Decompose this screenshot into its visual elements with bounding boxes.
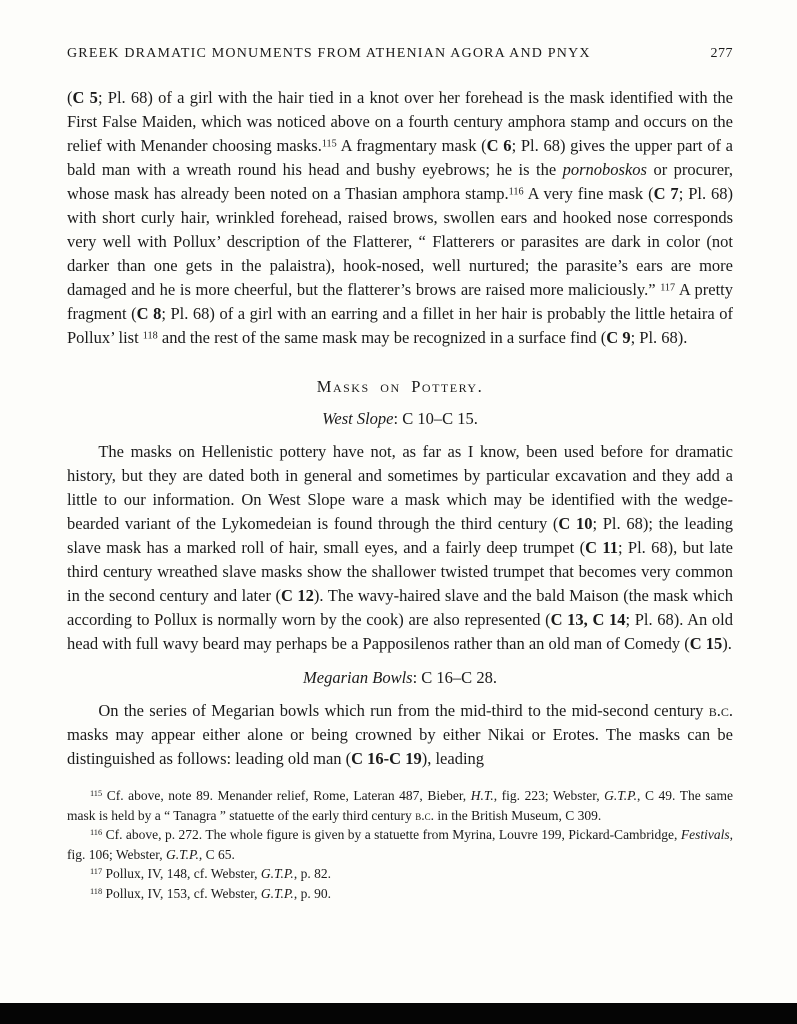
text-run: H.T. — [470, 788, 494, 803]
text-run: pornoboskos — [562, 160, 647, 179]
text-run: , p. 90. — [293, 885, 331, 901]
text-run: ). — [722, 634, 732, 653]
text-run: C 6 — [486, 136, 512, 155]
text-run: ( — [67, 88, 73, 107]
text-run: , fig. 106; Webster, — [67, 827, 733, 862]
text-run: Pollux, IV, 148, cf. Webster, — [102, 866, 261, 881]
text-run: A fragmentary mask ( — [336, 136, 487, 155]
subheading-megarian-bowls — [67, 668, 733, 688]
footnote-reference: 117 — [660, 282, 676, 294]
text-run: : C 10–C 15. — [393, 409, 478, 428]
text-run: , C 65. — [198, 846, 235, 862]
text-run: , p. 82. — [293, 866, 331, 881]
text-run: C 10 — [558, 514, 593, 533]
section-heading-masks-on-pottery: Masks on Pottery. — [316, 377, 484, 396]
footnote-115 — [67, 786, 733, 825]
text-run: b.c. — [708, 701, 733, 720]
text-run: The masks on Hellenistic pottery have not, as far as I know, been used before for dramatic history, but they are dated both in general and sometimes by particular excavation and they add a little to our information. On West Slope ware a mask which may be identified with the wedge-bearded variant of the Lykomedeian is found through the third century ( — [67, 442, 733, 533]
text-run: ; Pl. 68) of a girl with the hair tied in a knot over her forehead is the mask identified with the First False Maiden, which was noticed above on a fourth century amphora stamp and occurs on the relief with Menander choosing masks. — [67, 88, 733, 155]
text-run: ; Pl. 68) gives the upper part of a bald man with a wreath round his head and bushy eyebrows; he is the — [67, 136, 733, 179]
text-run: ; Pl. 68). — [630, 328, 688, 347]
text-run: Cf. above, note 89. Menander relief, Rome, Lateran 487, Bieber, — [102, 788, 471, 803]
text-run: C 7 — [653, 184, 679, 203]
text-run: C 15 — [689, 634, 723, 653]
text-run: : C 16–C 28. — [412, 668, 497, 687]
text-run: Cf. above, p. 272. The whole figure is given by a statuette from Myrina, Louvre 199, Pickard-Cambridge, — [102, 827, 681, 842]
footnote-reference: 115 — [89, 789, 103, 799]
text-run: Megarian Bowls — [303, 668, 413, 687]
paragraph-west-slope-ware — [67, 440, 733, 656]
page-header — [67, 46, 733, 62]
text-run: , fig. 223; Webster, — [493, 788, 605, 803]
text-run: Pollux, IV, 153, cf. Webster, — [102, 885, 261, 901]
text-run: and the rest of the same mask may be recognized in a surface find ( — [157, 328, 607, 347]
footnote-118 — [67, 884, 733, 904]
text-run: , C 49. The same mask is held by a “ Tanagra ” statuette of the early third century — [67, 788, 733, 823]
page-bottom-scan-edge — [0, 1003, 797, 1024]
text-run: C 16-C 19 — [351, 749, 422, 768]
footnote-reference: 116 — [89, 828, 103, 838]
paragraph-megarian-bowls — [67, 699, 733, 771]
text-run: C 13, C 14 — [550, 610, 626, 629]
text-run: or procurer, whose mask has already been noted on a Thasian amphora stamp. — [67, 160, 733, 203]
text-run: ; Pl. 68); the leading slave mask has a marked roll of hair, small eyes, and a fairly deep trumpet ( — [67, 514, 733, 557]
text-run: masks may appear either alone or being crowned by either Nikai or Erotes. The masks can be distinguished as follows: leading old man ( — [67, 725, 733, 768]
footnote-reference: 118 — [142, 330, 158, 342]
footnote-reference: 118 — [89, 886, 103, 896]
text-run: C 8 — [136, 304, 162, 323]
text-run: in the British Museum, C 309. — [433, 807, 602, 823]
text-run: On the series of Megarian bowls which run from the mid-third to the mid-second century — [98, 701, 709, 720]
text-run: A very fine mask ( — [523, 184, 654, 203]
text-run: G.T.P. — [260, 866, 294, 881]
text-run: G.T.P. — [165, 846, 199, 862]
text-run: C 12 — [280, 586, 314, 605]
text-run: G.T.P. — [604, 788, 638, 803]
text-run: West Slope — [322, 409, 394, 428]
footnotes-section — [67, 786, 733, 903]
footnote-reference: 116 — [508, 186, 524, 198]
text-run: A pretty fragment ( — [67, 280, 733, 323]
text-run: Festivals — [680, 827, 730, 842]
footnote-116 — [67, 825, 733, 864]
subheading-west-slope — [67, 409, 733, 429]
paragraph-masks-c5-c9 — [67, 86, 733, 350]
footnote-reference: 117 — [89, 867, 103, 877]
text-run: b.c. — [415, 807, 434, 823]
text-run: G.T.P. — [260, 885, 294, 901]
running-head-title: GREEK DRAMATIC MONUMENTS FROM ATHENIAN AGORA AND PNYX — [67, 46, 591, 61]
footnote-reference: 115 — [321, 138, 337, 150]
page-body — [67, 86, 733, 903]
text-run: C 9 — [606, 328, 631, 347]
text-run: ; Pl. 68), but late third century wreathed slave masks show the shallower twisted trumpet that becomes very common in the second century and later ( — [67, 538, 733, 605]
text-run: ; Pl. 68). An old head with full wavy beard may perhaps be a Papposilenos rather than an old man of Comedy ( — [67, 610, 733, 653]
footnote-117 — [67, 864, 733, 884]
text-run: ), leading — [421, 749, 485, 768]
text-run: C 5 — [72, 88, 98, 107]
text-run: ; Pl. 68) of a girl with an earring and a fillet in her hair is probably the little hetaira of Pollux’ list — [67, 304, 733, 347]
text-run: C 11 — [585, 538, 618, 557]
text-run: ). The wavy-haired slave and the bald Maison (the mask which according to Pollux is normally worn by the cook) are also represented ( — [67, 586, 734, 629]
text-run: ; Pl. 68) with short curly hair, wrinkled forehead, raised brows, swollen ears and hooked nose corresponds very well with Pollux’ description of the Flatterer, “ Flatterers or parasites are dark in color (not darker than one gets in the palaistra), hook-nosed, well nurtured; the parasite’s ears are more damaged and he is more cheerful, but the flatterer’s brows are raised more maliciously.” — [67, 184, 734, 299]
page-number: 277 — [710, 46, 733, 61]
